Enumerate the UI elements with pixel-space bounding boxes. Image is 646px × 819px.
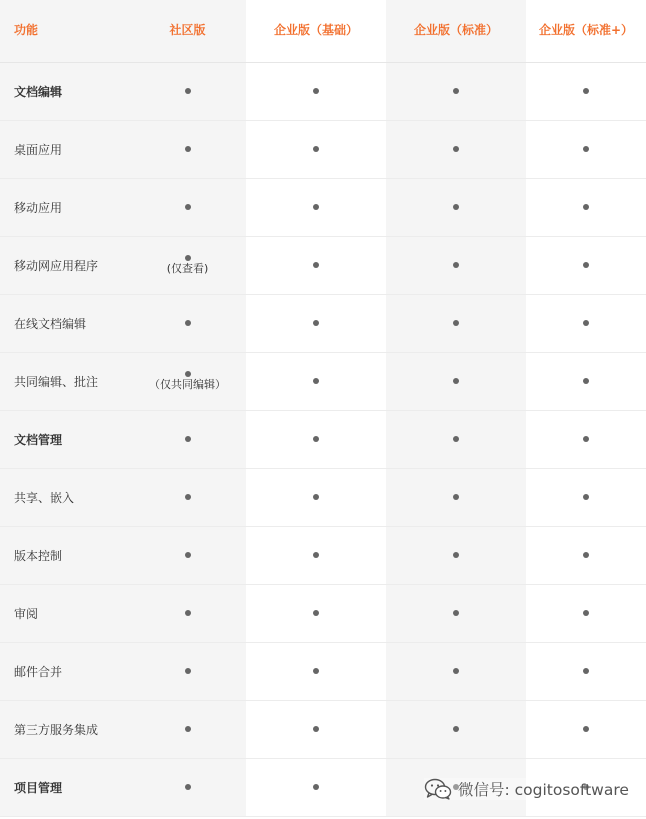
- feature-name-cell: 审阅: [0, 584, 129, 642]
- included-dot-icon: [313, 726, 319, 732]
- included-dot-icon: [185, 784, 191, 790]
- included-dot-icon: [185, 552, 191, 558]
- feature-name-cell: 邮件合并: [0, 642, 129, 700]
- cell-enterprise-standard: [386, 120, 526, 178]
- cell-community: [129, 642, 246, 700]
- table-row: [0, 178, 646, 236]
- cell-enterprise-standard: [386, 468, 526, 526]
- cell-enterprise-standard-plus: [526, 526, 646, 584]
- included-dot-icon: [313, 436, 319, 442]
- cell-community: [129, 410, 246, 468]
- included-dot-icon: [453, 552, 459, 558]
- cell-enterprise-basic: [246, 120, 386, 178]
- cell-community: [129, 758, 246, 816]
- cell-enterprise-standard-plus: [526, 120, 646, 178]
- included-dot-icon: [453, 494, 459, 500]
- table-row: [0, 584, 646, 642]
- included-dot-icon: [185, 726, 191, 732]
- cell-enterprise-standard-plus: [526, 700, 646, 758]
- cell-enterprise-basic: [246, 410, 386, 468]
- included-dot-icon: [313, 146, 319, 152]
- feature-name-cell: 版本控制: [0, 526, 129, 584]
- included-dot-icon: [583, 668, 589, 674]
- cell-enterprise-basic: [246, 700, 386, 758]
- feature-name-cell: 共同编辑、批注: [0, 352, 129, 410]
- header-community-edition: 社区版: [129, 0, 246, 62]
- cell-enterprise-basic: [246, 352, 386, 410]
- cell-community: [129, 178, 246, 236]
- cell-enterprise-basic: [246, 294, 386, 352]
- cell-enterprise-standard: [386, 178, 526, 236]
- table-row: [0, 526, 646, 584]
- included-dot-icon: [185, 320, 191, 326]
- table-row: [0, 120, 646, 178]
- feature-name-cell: 文档编辑: [0, 62, 129, 120]
- included-dot-icon: [313, 262, 319, 268]
- included-dot-icon: [583, 378, 589, 384]
- included-dot-icon: [313, 610, 319, 616]
- cell-enterprise-standard-plus: [526, 642, 646, 700]
- cell-community: [129, 294, 246, 352]
- included-dot-icon: [185, 88, 191, 94]
- table-row: [0, 468, 646, 526]
- included-dot-icon: [185, 610, 191, 616]
- included-dot-icon: [583, 436, 589, 442]
- included-dot-icon: [583, 552, 589, 558]
- cell-enterprise-basic: [246, 584, 386, 642]
- included-dot-icon: [185, 494, 191, 500]
- cell-enterprise-basic: [246, 62, 386, 120]
- included-dot-icon: [185, 436, 191, 442]
- included-dot-icon: [583, 204, 589, 210]
- cell-community: [129, 526, 246, 584]
- included-dot-icon: [583, 88, 589, 94]
- wechat-watermark: [424, 778, 629, 800]
- cell-enterprise-standard: [386, 584, 526, 642]
- cell-enterprise-basic: [246, 468, 386, 526]
- cell-enterprise-basic: [246, 758, 386, 816]
- included-dot-icon: [453, 88, 459, 94]
- header-feature: 功能: [0, 0, 129, 62]
- included-dot-icon: [313, 552, 319, 558]
- cell-enterprise-standard-plus: [526, 352, 646, 410]
- cell-enterprise-standard: [386, 642, 526, 700]
- table-row: [0, 700, 646, 758]
- cell-enterprise-standard-plus: [526, 410, 646, 468]
- cell-enterprise-basic: [246, 642, 386, 700]
- included-dot-icon: [185, 204, 191, 210]
- included-dot-icon: [453, 146, 459, 152]
- cell-community: [129, 468, 246, 526]
- feature-name-cell: 在线文档编辑: [0, 294, 129, 352]
- cell-enterprise-standard-plus: [526, 62, 646, 120]
- cell-community: [129, 700, 246, 758]
- cell-enterprise-standard-plus: [526, 294, 646, 352]
- included-dot-icon: [583, 262, 589, 268]
- watermark-text: 微信号: cogitosoftware: [458, 781, 629, 799]
- cell-enterprise-standard: [386, 294, 526, 352]
- table-row: [0, 642, 646, 700]
- cell-enterprise-basic: [246, 236, 386, 294]
- cell-enterprise-standard-plus: [526, 584, 646, 642]
- included-dot-icon: [313, 88, 319, 94]
- cell-enterprise-standard: [386, 352, 526, 410]
- cell-enterprise-standard: [386, 410, 526, 468]
- included-dot-icon: [313, 204, 319, 210]
- included-dot-icon: [453, 668, 459, 674]
- included-dot-icon: [453, 262, 459, 268]
- table-header: [0, 0, 646, 62]
- cell-note: (仅查看): [166, 261, 209, 275]
- feature-name-cell: 第三方服务集成: [0, 700, 129, 758]
- included-dot-icon: [453, 204, 459, 210]
- included-dot-icon: [453, 726, 459, 732]
- header-enterprise-standard: 企业版（标准）: [386, 0, 526, 62]
- cell-enterprise-standard: [386, 236, 526, 294]
- cell-enterprise-standard-plus: [526, 178, 646, 236]
- cell-community: [129, 120, 246, 178]
- wechat-icon: [424, 778, 452, 800]
- table-row: [0, 236, 646, 294]
- table-row: [0, 62, 646, 120]
- cell-enterprise-standard: [386, 526, 526, 584]
- feature-name-cell: 项目管理: [0, 758, 129, 816]
- included-dot-icon: [313, 494, 319, 500]
- included-dot-icon: [583, 494, 589, 500]
- included-dot-icon: [313, 668, 319, 674]
- cell-community: [129, 236, 246, 294]
- included-dot-icon: [583, 320, 589, 326]
- table-row: [0, 410, 646, 468]
- cell-community: [129, 352, 246, 410]
- cell-community: [129, 584, 246, 642]
- included-dot-icon: [583, 146, 589, 152]
- feature-name-cell: 桌面应用: [0, 120, 129, 178]
- cell-community: [129, 62, 246, 120]
- header-row: [0, 0, 646, 62]
- feature-name-cell: 共享、嵌入: [0, 468, 129, 526]
- cell-note: （仅共同编辑）: [149, 377, 226, 391]
- feature-name-cell: 移动应用: [0, 178, 129, 236]
- included-dot-icon: [313, 378, 319, 384]
- included-dot-icon: [583, 610, 589, 616]
- included-dot-icon: [453, 610, 459, 616]
- cell-enterprise-basic: [246, 526, 386, 584]
- included-dot-icon: [583, 726, 589, 732]
- included-dot-icon: [453, 436, 459, 442]
- included-dot-icon: [185, 146, 191, 152]
- cell-enterprise-standard: [386, 700, 526, 758]
- cell-enterprise-basic: [246, 178, 386, 236]
- included-dot-icon: [313, 320, 319, 326]
- feature-name-cell: 文档管理: [0, 410, 129, 468]
- feature-name-cell: 移动网应用程序: [0, 236, 129, 294]
- table-row: [0, 352, 646, 410]
- included-dot-icon: [185, 668, 191, 674]
- table-body: [0, 62, 646, 816]
- header-enterprise-basic: 企业版（基础）: [246, 0, 386, 62]
- included-dot-icon: [453, 320, 459, 326]
- table-row: [0, 294, 646, 352]
- cell-enterprise-standard-plus: [526, 236, 646, 294]
- header-enterprise-standard-plus: 企业版（标准+）: [526, 0, 646, 62]
- included-dot-icon: [453, 378, 459, 384]
- cell-enterprise-standard-plus: [526, 468, 646, 526]
- cell-enterprise-standard: [386, 62, 526, 120]
- included-dot-icon: [313, 784, 319, 790]
